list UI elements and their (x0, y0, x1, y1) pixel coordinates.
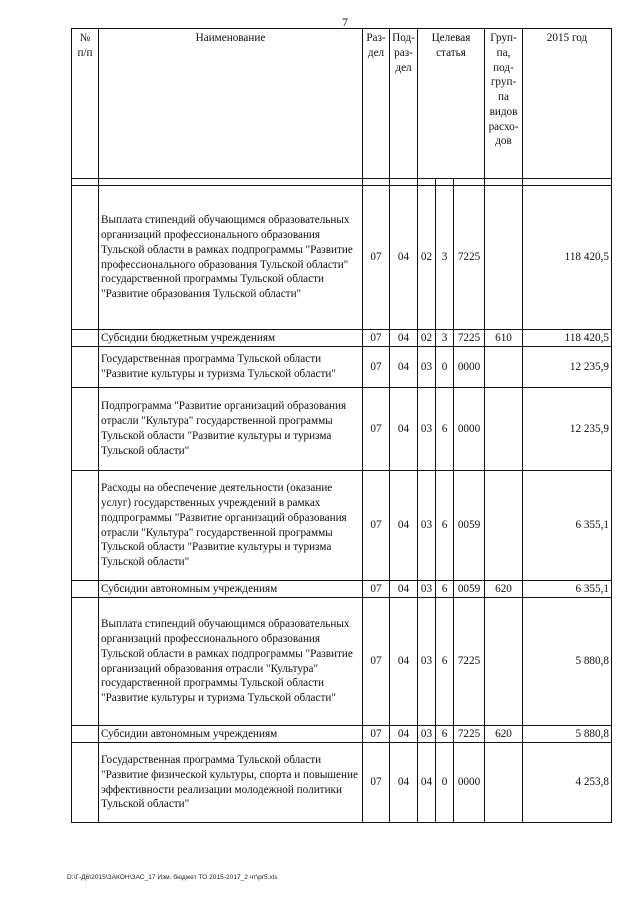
row-expense-type: 620 (485, 726, 523, 743)
row-target-direction: 7225 (454, 726, 485, 743)
row-target-program: 03 (418, 471, 436, 581)
row-expense-type (485, 388, 523, 471)
row-amount-2015: 12 235,9 (523, 347, 612, 388)
row-number (72, 388, 99, 471)
table-row (72, 743, 612, 823)
row-target-direction: 0059 (454, 471, 485, 581)
row-name: Выплата стипендий обучающимся образовательных организаций профессионального образования Тульской области в рамках подпрограммы "Развитие профессионального образования Тульской области" государственной программы Тульской области "Развитие образования Тульской области" (99, 186, 363, 330)
row-target-subprogram: 6 (436, 726, 454, 743)
row-amount-2015: 4 253,8 (523, 743, 612, 823)
row-section: 07 (363, 471, 390, 581)
row-name: Государственная программа Тульской области "Развитие культуры и туризма Тульской области" (99, 347, 363, 388)
row-name: Субсидии автономным учреждениям (99, 581, 363, 598)
row-section: 07 (363, 347, 390, 388)
row-number (72, 330, 99, 347)
row-expense-type (485, 743, 523, 823)
header-year: 2015 год (523, 29, 612, 179)
row-number (72, 471, 99, 581)
row-target-program: 04 (418, 743, 436, 823)
row-target-direction: 7225 (454, 330, 485, 347)
row-section: 07 (363, 743, 390, 823)
table-body (72, 179, 612, 823)
row-expense-type (485, 186, 523, 330)
row-target-subprogram: 6 (436, 598, 454, 726)
row-amount-2015: 6 355,1 (523, 471, 612, 581)
row-target-program: 03 (418, 581, 436, 598)
row-target-subprogram: 6 (436, 388, 454, 471)
row-number (72, 598, 99, 726)
budget-table (71, 28, 612, 823)
row-expense-type (485, 471, 523, 581)
row-target-subprogram: 0 (436, 347, 454, 388)
header-name: Наименование (99, 29, 363, 179)
row-amount-2015: 12 235,9 (523, 388, 612, 471)
row-amount-2015: 118 420,5 (523, 186, 612, 330)
row-number (72, 726, 99, 743)
table-row (72, 598, 612, 726)
row-number (72, 186, 99, 330)
row-subsection: 04 (390, 581, 418, 598)
header-expense-group: Груп- па, под- груп- па видов расхо- дов (485, 29, 523, 179)
row-subsection: 04 (390, 186, 418, 330)
row-target-program: 02 (418, 186, 436, 330)
header-target-article: Целевая статья (418, 29, 485, 179)
row-subsection: 04 (390, 471, 418, 581)
table-row (72, 330, 612, 347)
row-target-direction: 0000 (454, 347, 485, 388)
table-row (72, 581, 612, 598)
row-name: Субсидии бюджетным учреждениям (99, 330, 363, 347)
row-subsection: 04 (390, 743, 418, 823)
row-expense-type (485, 598, 523, 726)
row-subsection: 04 (390, 388, 418, 471)
table-row (72, 186, 612, 330)
row-section: 07 (363, 598, 390, 726)
row-target-direction: 0059 (454, 581, 485, 598)
row-name: Расходы на обеспечение деятельности (оказание услуг) государственных учреждений в рамках подпрограммы "Развитие организаций образования отрасли "Культура" государственной программы Тульской области "Развитие культуры и туризма Тульской области" (99, 471, 363, 581)
row-amount-2015: 6 355,1 (523, 581, 612, 598)
row-section: 07 (363, 726, 390, 743)
file-path-footer: D:\Г-Д6\2015\ЗАКОН\ЗАС_17 Изм. бюджет ТО 2015-2017_2 чт\pr5.xls (67, 874, 278, 881)
row-section: 07 (363, 186, 390, 330)
page-number: 7 (342, 15, 348, 29)
row-section: 07 (363, 330, 390, 347)
row-section: 07 (363, 581, 390, 598)
row-target-program: 03 (418, 347, 436, 388)
row-target-subprogram: 3 (436, 330, 454, 347)
row-target-direction: 0000 (454, 388, 485, 471)
table-row (72, 347, 612, 388)
table-row (72, 726, 612, 743)
row-name: Подпрограмма "Развитие организаций образования отрасли "Культура" государственной программы Тульской области "Развитие культуры и туризма Тульской области" (99, 388, 363, 471)
row-amount-2015: 5 880,8 (523, 598, 612, 726)
row-name: Выплата стипендий обучающимся образовательных организаций профессионального образования Тульской области в рамках подпрограммы "Развитие организаций образования отрасли "Культура" государственной программы Тульской области "Развитие культуры и туризма Тульской области" (99, 598, 363, 726)
row-number (72, 743, 99, 823)
row-section: 07 (363, 388, 390, 471)
row-subsection: 04 (390, 598, 418, 726)
row-target-direction: 7225 (454, 186, 485, 330)
spacer-row (72, 179, 612, 186)
row-target-subprogram: 6 (436, 581, 454, 598)
row-target-subprogram: 3 (436, 186, 454, 330)
row-amount-2015: 118 420,5 (523, 330, 612, 347)
table-header-row (72, 29, 612, 179)
row-target-direction: 7225 (454, 598, 485, 726)
table-row (72, 471, 612, 581)
row-target-program: 03 (418, 388, 436, 471)
row-target-program: 03 (418, 598, 436, 726)
row-expense-type: 620 (485, 581, 523, 598)
row-name: Государственная программа Тульской области "Развитие физической культуры, спорта и повышение эффективности реализации молодежной политики Тульской области" (99, 743, 363, 823)
row-number (72, 347, 99, 388)
row-target-subprogram: 6 (436, 471, 454, 581)
row-expense-type (485, 347, 523, 388)
row-subsection: 04 (390, 347, 418, 388)
header-section: Раз- дел (363, 29, 390, 179)
row-subsection: 04 (390, 726, 418, 743)
row-target-subprogram: 0 (436, 743, 454, 823)
row-amount-2015: 5 880,8 (523, 726, 612, 743)
row-target-program: 02 (418, 330, 436, 347)
row-name: Субсидии автономным учреждениям (99, 726, 363, 743)
row-number (72, 581, 99, 598)
header-subsection: Под- раз- дел (390, 29, 418, 179)
row-expense-type: 610 (485, 330, 523, 347)
row-target-direction: 0000 (454, 743, 485, 823)
header-num: № п/п (72, 29, 99, 179)
table-row (72, 388, 612, 471)
row-target-program: 03 (418, 726, 436, 743)
row-subsection: 04 (390, 330, 418, 347)
